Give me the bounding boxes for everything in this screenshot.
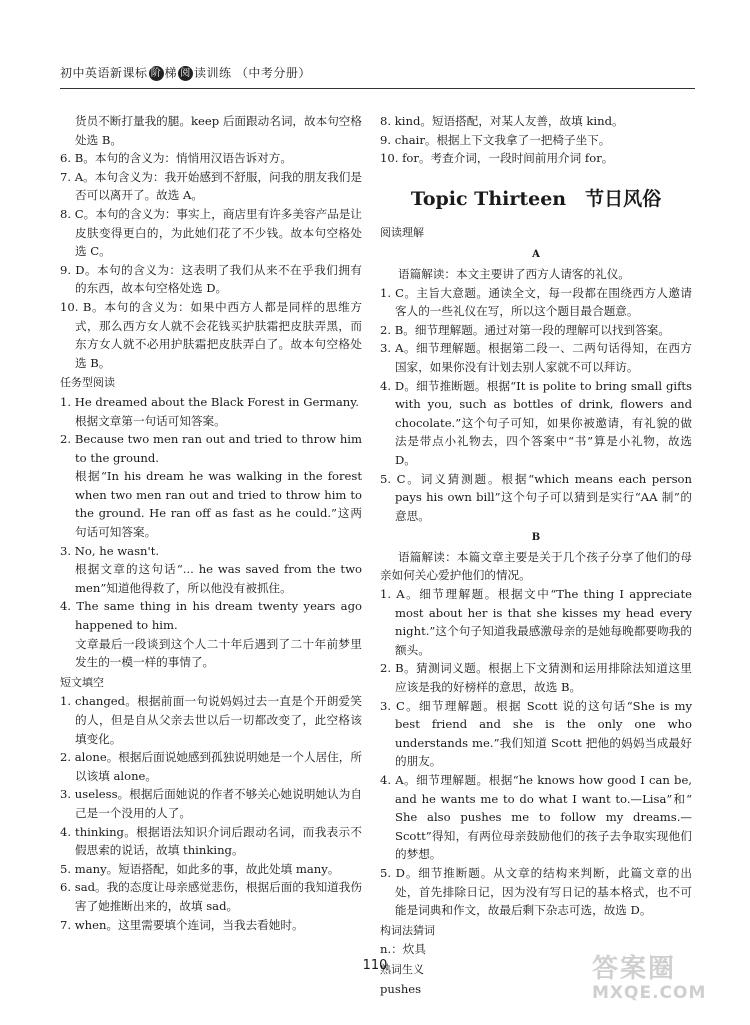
answer-paragraph: 8. C。本句的含义为：事实上，商店里有许多美容产品是让皮肤变得更白的，为此她们花了不少钱。故本句空格处选 C。 — [60, 206, 362, 259]
passage-label: A — [532, 249, 540, 261]
answer-paragraph: 文章最后一段谈到这个人二十年后遇到了二十年前梦里发生的一模一样的事情了。 — [75, 636, 362, 670]
answer-paragraph: 4. A。细节理解题。根据“he knows how good I can be, and he wants me to do what I want to.—Lisa”和“ She also pushes me to follow my dreams.—Scott”得知，有两位母亲鼓励他们的孩子去争取实现他们的梦想。 — [380, 773, 692, 862]
answer-paragraph: 货员不断打量我的腿。keep 后面跟动名词，故本句空格处选 B。 — [75, 114, 362, 147]
topic-title: Topic Thirteen 节日风俗 — [410, 187, 662, 210]
answer-paragraph: 10. for。考查介词，一段时间前用介词 for。 — [380, 151, 614, 166]
answer-paragraph: n.：炊具 — [380, 942, 426, 957]
answer-paragraph: 9. D。本句的含义为：这表明了我们从来不在乎我们拥有的东西，故本句空格处选 D。 — [60, 262, 362, 296]
answer-paragraph: 3. useless。根据后面她说的作者不够关心她说明她认为自己是一个没用的人了。 — [60, 787, 362, 820]
section-heading: 短文填空 — [60, 675, 104, 689]
answer-paragraph: 1. C。主旨大意题。通读全文，每一段都在围绕西方人邀请客人的一些礼仪在写，所以这个题目最合题意。 — [380, 285, 692, 319]
answer-paragraph: 4. D。细节推断题。根据“It is polite to bring small gifts with you, such as bottles of drink, flowers and chocolate.”这个句子可知，如果你被邀请，有礼貌的做法是带点小礼物去，四个答案中“书”算是小礼物，故选 D。 — [380, 378, 692, 467]
answer-paragraph: 7. when。这里需要填个连词，当我去看她时。 — [60, 917, 304, 932]
answer-paragraph: 2. Because two men ran out and tried to throw him to the ground. — [60, 432, 362, 465]
answer-paragraph: 语篇解读：本文主要讲了西方人请客的礼仪。 — [398, 266, 630, 281]
answer-paragraph: 3. A。细节理解题。根据第二段一、二两句话得知，在西方国家，如果你没有计划去别人家就不可以拜访。 — [380, 341, 692, 374]
answer-paragraph: 10. B。本句的含义为：如果中西方人都是同样的思维方式，那么西方女人就不会花钱买护肤霜把皮肤弄黑，而东方女人就不必用护肤霜把皮肤弄白了。故本句空格处选 B。 — [60, 299, 362, 370]
answer-paragraph: 根据文章第一句话可知答案。 — [75, 413, 226, 428]
answer-paragraph: 4. The same thing in his dream twenty years ago happened to him. — [60, 599, 362, 633]
running-header — [60, 64, 311, 81]
topic-answers — [380, 224, 692, 998]
answer-paragraph: 5. C。词义猜测题。根据“which means each person pays his own bill”这个句子可以猜到是实行“AA 制”的意思。 — [380, 471, 692, 523]
section-heading: 熟词生义 — [380, 962, 424, 976]
answer-paragraph: 根据文章的这句话“... he was saved from the two men”知道他得救了，所以他没有被抓住。 — [75, 562, 362, 595]
answer-paragraph: 9. chair。根据上下文我拿了一把椅子坐下。 — [380, 132, 611, 147]
answer-paragraph: 4. thinking。根据语法知识介词后跟动名词，而我表示不假思索的说话，故填 thinking。 — [60, 824, 362, 858]
answer-paragraph: 根据“In his dream he was walking in the forest when two men ran out and tried to throw him to the ground. He ran off as fast as he could.”这两句话可知答案。 — [75, 469, 362, 540]
answer-paragraph: 1. changed。根据前面一句说妈妈过去一直是个开朗爱笑的人，但是自从父亲去世以后一切都改变了，此空格该填变化。 — [60, 694, 362, 746]
section-heading: 阅读理解 — [380, 225, 424, 239]
answer-paragraph: 2. B。猜测词义题。根据上下文猜测和运用排除法知道这里应该是我的好榜样的意思，故选 B。 — [380, 661, 692, 695]
answer-paragraph: 6. sad。我的态度让母亲感觉悲伤，根据后面的我知道我伤害了她推断出来的，故填 sad。 — [60, 880, 362, 913]
watermark-url: MXQE.COM — [592, 983, 707, 1003]
answer-paragraph: 5. many。短语搭配，如此多的事，故此处填 many。 — [60, 861, 340, 876]
header-rule — [60, 88, 695, 89]
passage-label: B — [531, 532, 541, 544]
answer-paragraph: 6. B。本句的含义为：悄悄用汉语告诉对方。 — [60, 151, 292, 166]
answer-paragraph: 2. B。细节理解题。通过对第一段的理解可以找到答案。 — [380, 322, 670, 337]
header-badge-1: 阶 — [149, 66, 164, 81]
left-column — [60, 112, 362, 934]
answer-paragraph: 8. kind。短语搭配，对某人友善，故填 kind。 — [380, 114, 624, 128]
answer-paragraph: 2. alone。根据后面说她感到孤独说明她是一个人居住，所以该填 alone。 — [60, 750, 362, 783]
answer-paragraph: 5. D。细节推断题。从文章的结构来判断，此篇文章的出处，首先排除日记，因为没有写日记的基本格式，也不可能是词典和作文，故最后剩下杂志可选，故选 D。 — [380, 865, 692, 918]
answer-paragraph: 1. He dreamed about the Black Forest in Germany. — [60, 394, 359, 409]
answer-paragraph: 7. A。本句含义为：我开始感到不舒服，问我的朋友我们是否可以离开了。故选 A。 — [60, 169, 362, 203]
right-column — [380, 112, 692, 998]
header-suffix: 读训练 （中考分册） — [194, 66, 311, 80]
answer-paragraph: 3. C。细节理解题。根据 Scott 说的这句话“She is my best friend and she is the only one who understands me.”我们知道 Scott 把他的妈妈当成最好的朋友。 — [380, 698, 692, 769]
section-heading: 任务型阅读 — [60, 376, 115, 390]
section-heading: 构词法猜词 — [380, 923, 435, 937]
answers-continued — [380, 112, 692, 168]
page-number: 110 — [362, 958, 388, 973]
answer-paragraph: 语篇解读：本篇文章主要是关于几个孩子分享了他们的母亲如何关心爱护他们的情况。 — [380, 549, 692, 583]
answer-paragraph: pushes — [380, 981, 422, 996]
answer-paragraph: 3. No, he wasn't. — [60, 543, 160, 558]
header-mid: 梯 — [164, 66, 178, 80]
header-prefix: 初中英语新课标 — [60, 66, 148, 80]
watermark-text: 答案圈 — [592, 954, 677, 984]
header-badge-2: 阅 — [178, 66, 193, 81]
answer-paragraph: 1. A。细节理解题。根据文中“The thing I appreciate most about her is that she kisses my head every night.”这个句子知道我最感激母亲的是她每晚都要吻我的额头。 — [380, 587, 692, 657]
watermark-logo — [592, 948, 742, 1018]
